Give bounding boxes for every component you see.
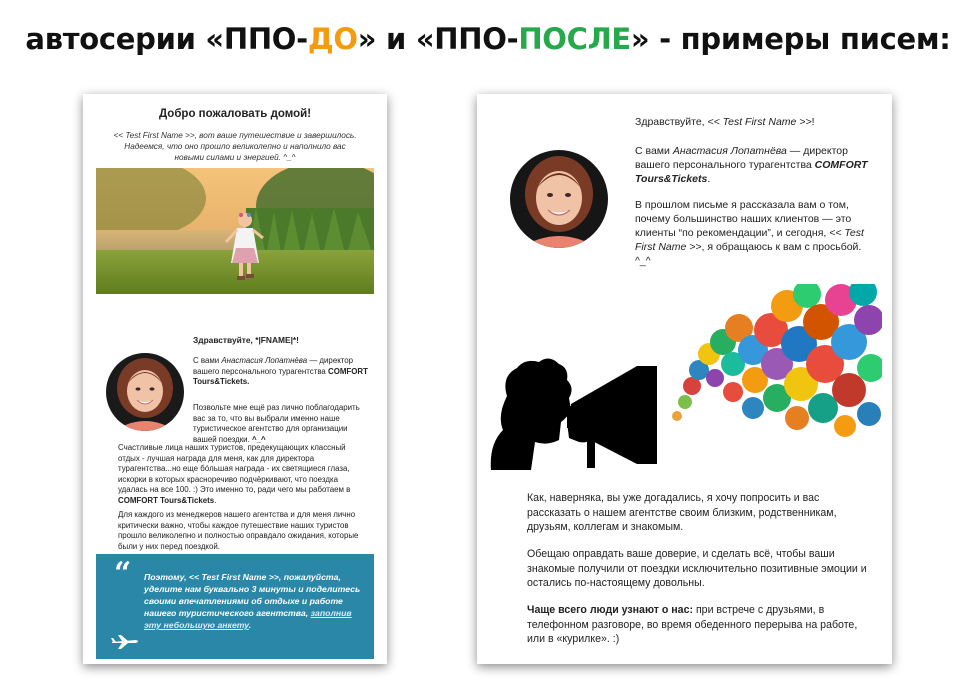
survey-callout — [96, 554, 374, 659]
airplane-icon — [110, 634, 140, 650]
greeting: Здравствуйте, *|FNAME|*! — [193, 335, 299, 345]
page-title: автосерии «ППО-ДО» и «ППО-ПОСЛЕ» - примеры писем: — [25, 22, 951, 56]
happy-tourists-paragraph: Счастливые лица наших туристов, предекущающих классный отдых - лучшая награда для меня, как для директора турагентства...но еще бóльшая награда - их светящиеся глаза, искорки в которых красноречиво подчёркивают, что поездка удалась на все 100. :) Это именно то, ради чего мы работаем в COMFORT Tours&Tickets. — [118, 443, 351, 505]
email-heading: Добро пожаловать домой! — [158, 108, 312, 120]
title-posle-highlight: ПОСЛЕ — [518, 22, 631, 56]
quote-icon: “ — [114, 556, 132, 591]
speech-bubbles — [672, 284, 882, 437]
megaphone-speech-bubbles-illustration — [487, 284, 882, 484]
email-preview-do — [83, 94, 387, 664]
email-intro: << Test First Name >>, вот ваше путешествие и завершилось. Надеемся, что оно прошло великолепно и наполнило вас новыми силами и энергией. ^_^ — [113, 131, 357, 162]
intro-paragraph: С вами Анастасия Лопатнёва — директор вашего персонального турагентства COMFORT Tours&Tickets. — [635, 145, 868, 185]
survey-text: Поэтому, << Test First Name >>, пожалуйста, уделите нам буквально 3 минуты и поделитесь своими впечатлениями об отдыхе и работе нашего туристического агентства, заполнив эту небольшую анкету. — [144, 572, 361, 630]
author-avatar — [106, 353, 184, 431]
title-do-highlight: ДО — [307, 22, 358, 56]
survey-link[interactable]: заполнив эту небольшую анкету — [144, 608, 352, 630]
expectations-paragraph: Для каждого из менеджеров нашего агентства и для меня лично критически важно, чтобы каждое путешествие наших туристов прошло великолепно и полностью оправдало ожидания, которые были у них перед поездкой. — [118, 510, 359, 551]
request-paragraph: Как, наверняка, вы уже догадались, я хочу попросить и вас рассказать о нашем агентстве своим близким, родственникам, друзьям, коллегам и знакомым. — [527, 492, 837, 533]
promise-paragraph: Обещаю оправдать ваше доверие, и сделать всё, чтобы ваши знакомые получили от поездки исключительно позитивные эмоции и остались по-настоящему довольны. — [527, 548, 867, 589]
greeting: Здравствуйте, << Test First Name >>! — [635, 116, 815, 128]
recommendation-paragraph: В прошлом письме я рассказала вам о том, почему большинство наших клиентов — это клиенты “по рекомендации”, и сегодня, << Test First Name >>, я обращаюсь к вам с просьбой. ^_^ — [635, 199, 864, 267]
author-avatar — [510, 150, 608, 248]
how-people-learn-paragraph: Чаще всего люди узнают о нас: при встрече с друзьями, в телефонном разговоре, во время обеденного перерыва на работе, или в «курилке». :) — [527, 604, 858, 645]
email-preview-posle — [477, 94, 892, 664]
intro-paragraph: С вами Анастасия Лопатнёва — директор вашего персонального турагентства COMFORT Tours&Tickets. — [193, 356, 368, 387]
child-in-meadow-photo — [96, 168, 374, 294]
thanks-paragraph: Позвольте мне ещё раз лично поблагодарить вас за то, что вы выбрали именно наше туристическое агентство для организации вашей поездки. ^_^ — [193, 403, 360, 444]
